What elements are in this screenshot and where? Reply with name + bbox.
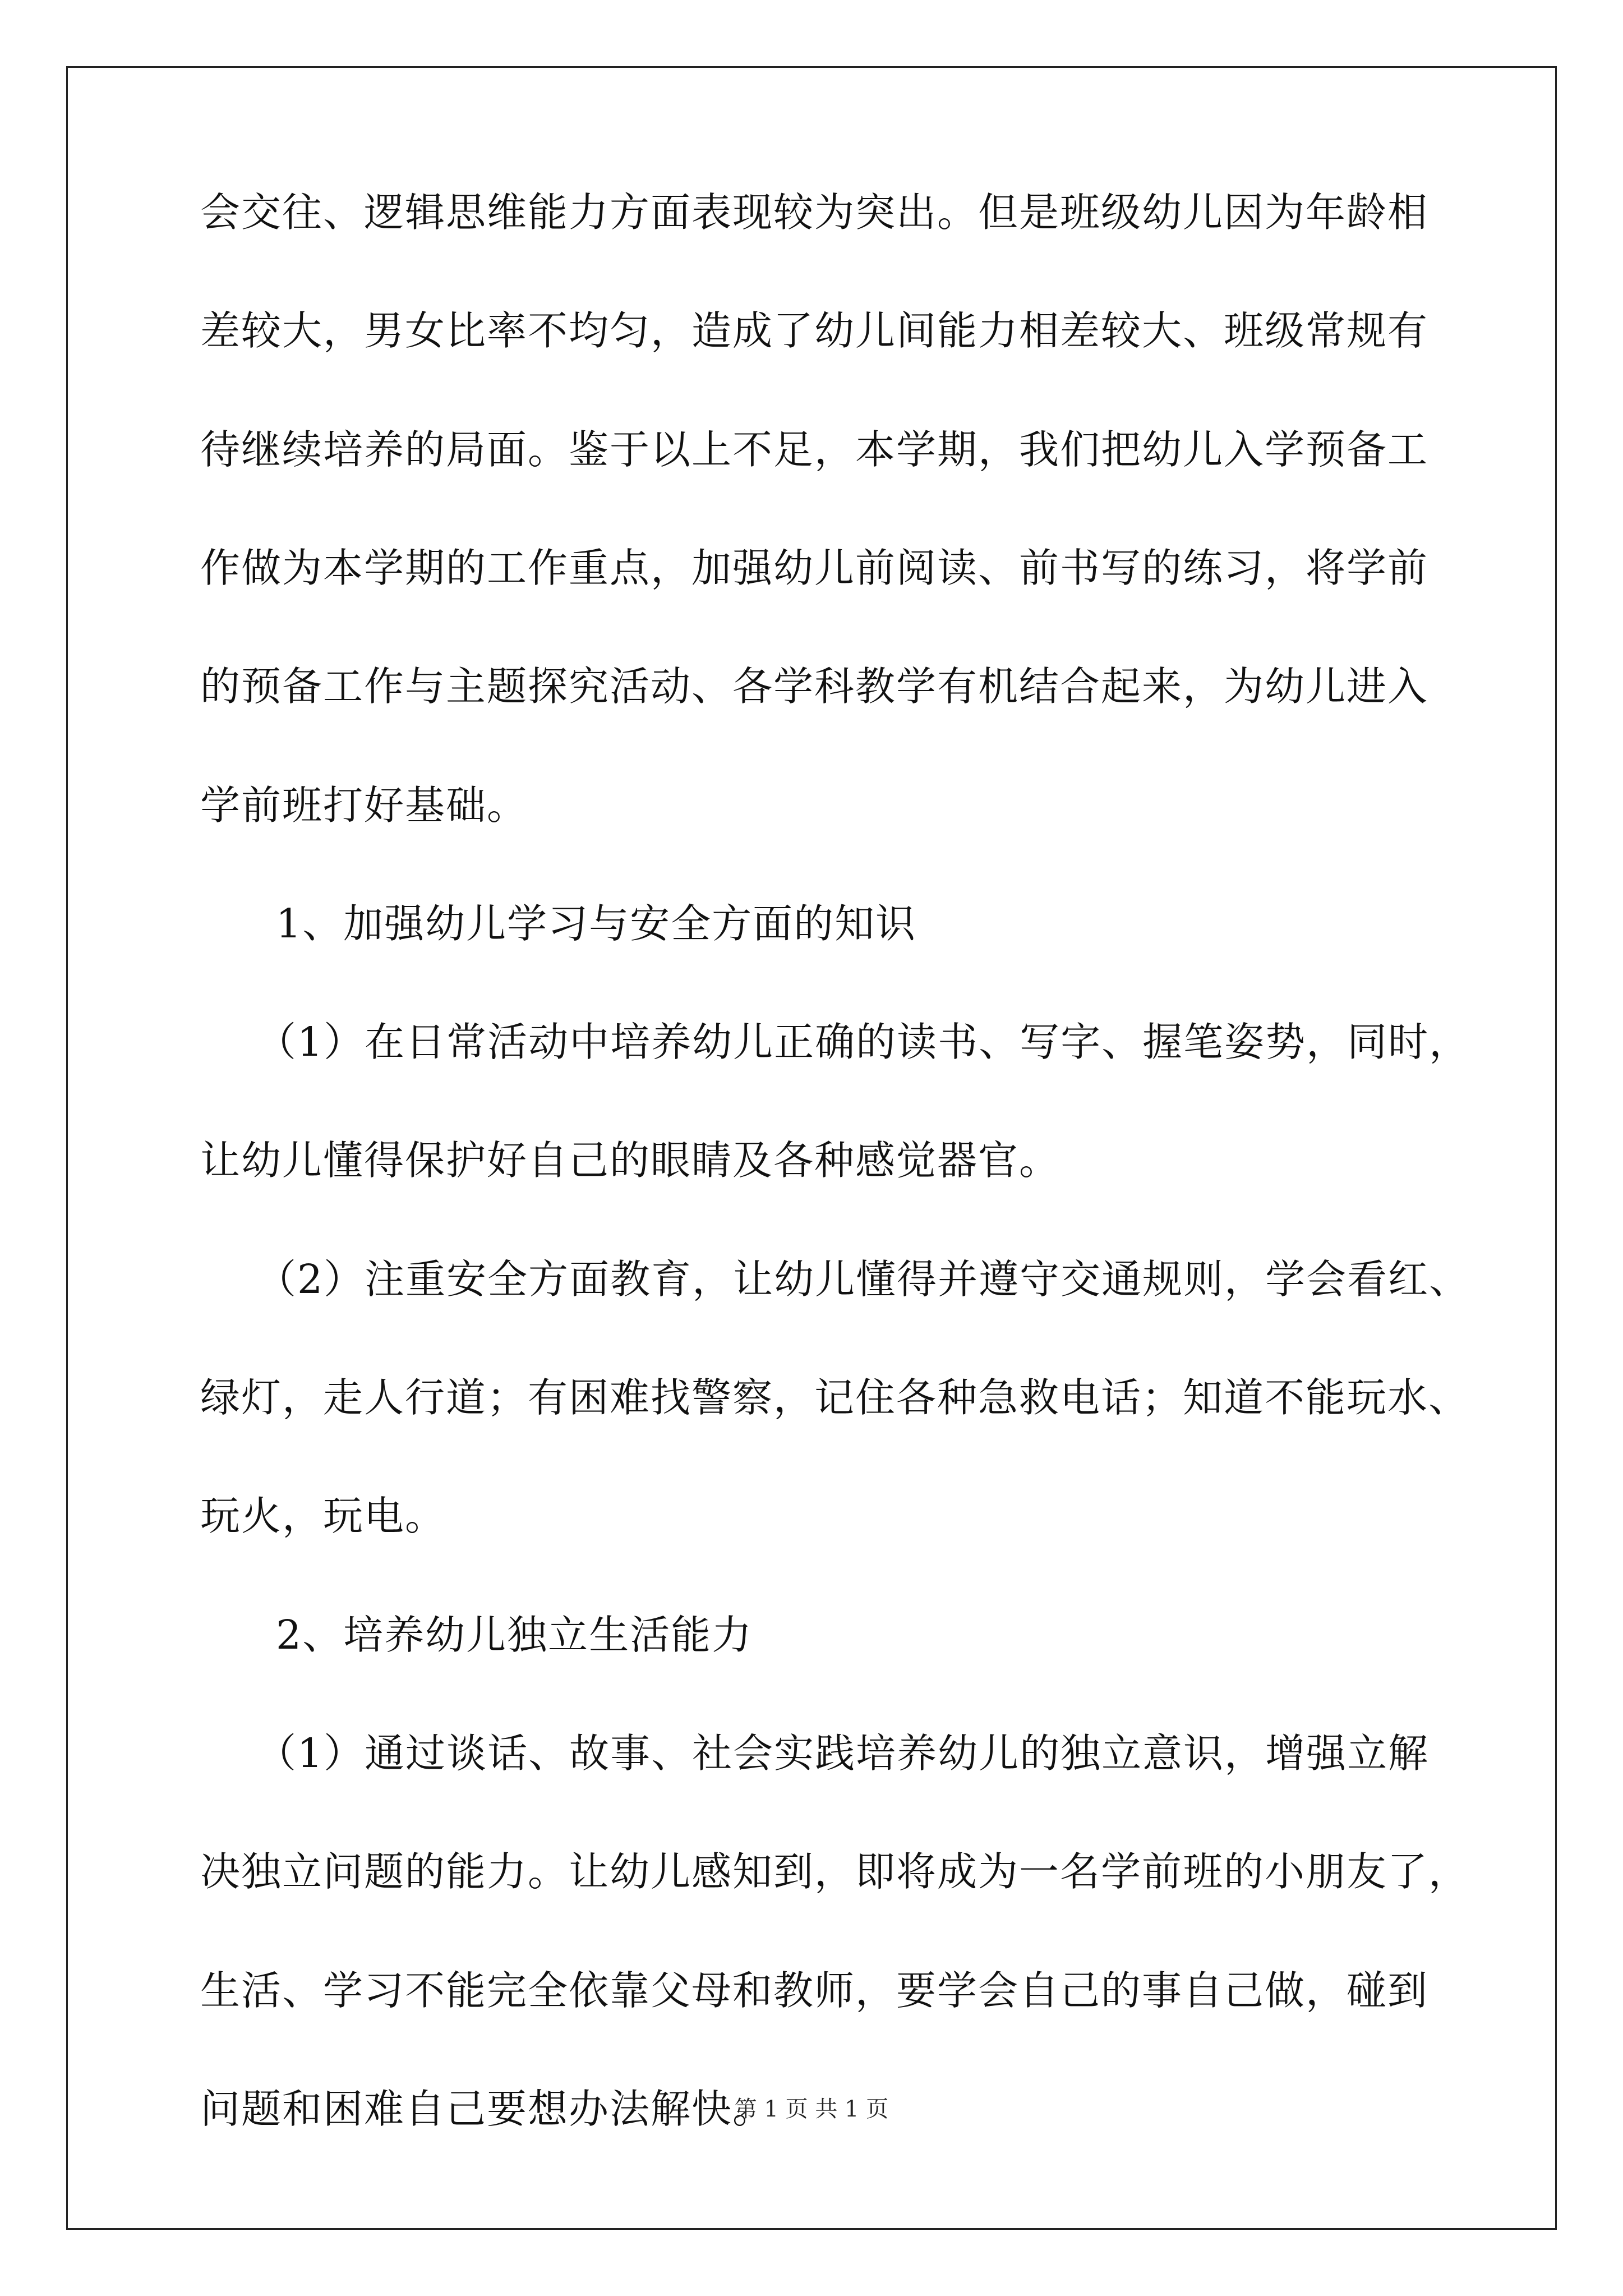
text-line: 玩火，玩电。 <box>200 1493 446 1539</box>
text-line: （1）通过谈话、故事、社会实践培养幼儿的独立意识，增强立解 <box>256 1730 1430 1777</box>
text-line: 差较大，男女比率不均匀，造成了幼儿间能力相差较大、班级常规有 <box>200 307 1429 354</box>
text-line: 生活、学习不能完全依靠父母和教师，要学会自己的事自己做，碰到 <box>200 1967 1429 2014</box>
text-line: 学前班打好基础。 <box>200 782 528 829</box>
text-line: 的预备工作与主题探究活动、各学科教学有机结合起来，为幼儿进入 <box>200 663 1429 710</box>
section-heading: 1、加强幼儿学习与安全方面的知识 <box>276 900 917 947</box>
page-footer: 第 1 页 共 1 页 <box>734 2096 889 2122</box>
text-line: 让幼儿懂得保护好自己的眼睛及各种感觉器官。 <box>200 1137 1061 1184</box>
text-line: 决独立问题的能力。让幼儿感知到，即将成为一名学前班的小朋友了， <box>200 1848 1470 1895</box>
text-line: 问题和困难自己要想办法解快。 <box>200 2086 774 2132</box>
text-line: 绿灯，走人行道；有困难找警察，记住各种急救电话；知道不能玩水、 <box>200 1374 1470 1421</box>
text-line: （1）在日常活动中培养幼儿正确的读书、写字、握笔姿势，同时， <box>256 1019 1470 1065</box>
text-line: 会交往、逻辑思维能力方面表现较为突出。但是班级幼儿因为年龄相 <box>200 189 1429 236</box>
section-heading: 2、培养幼儿独立生活能力 <box>276 1612 753 1658</box>
text-line: （2）注重安全方面教育，让幼儿懂得并遵守交通规则，学会看红、 <box>256 1256 1470 1303</box>
text-line: 待继续培养的局面。鉴于以上不足，本学期，我们把幼儿入学预备工 <box>200 426 1429 473</box>
text-line: 作做为本学期的工作重点，加强幼儿前阅读、前书写的练习，将学前 <box>200 545 1429 591</box>
